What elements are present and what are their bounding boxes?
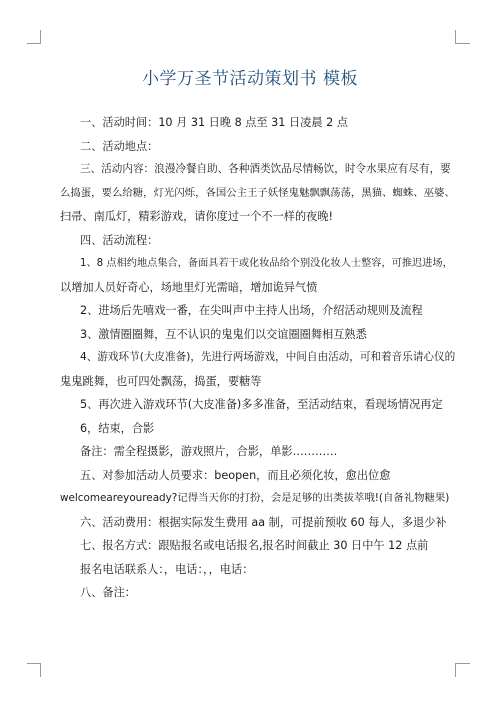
line-step-1: 1、8 点相约地点集合，备面具若干或化妆品给个别没化妆人士整容，可推迟进场， [80, 258, 453, 269]
line-activity-content: 三、活动内容：浪漫冷餐自助、各种酒类饮品尽情畅饮，时令水果应有尽有，要 [80, 163, 451, 175]
line-step-1-cont: 以增加人员好奇心，场地里灯光需暗，增加诡异气愤 [60, 280, 318, 294]
line-activity-process: 四、活动流程： [80, 233, 159, 247]
line-registration-contact: 报名电话联系人：，电话：，，电话： [80, 562, 254, 576]
line-step-5: 5、再次进入游戏环节(大皮准备)多多准备，至活动结束，看现场情况再定 [80, 398, 443, 411]
line-activity-content-cont-1: 么捣蛋，要么给糖，灯光闪烁，各国公主王子妖怪鬼魅飘飘荡荡，黑猫、蜘蛛、巫婆、 [60, 186, 455, 199]
line-participant-requirements-cont: welcomeareyouready?记得当天你的打扮，会是足够的出类拔萃哦!(自备礼物糖果) [60, 492, 450, 504]
line-activity-time: 一、活动时间：10 月 31 日晚 8 点至 31 日凌晨 2 点 [80, 116, 348, 129]
line-step-2: 2、进场后先嘻戏一番，在尖叫声中主持人出场，介绍活动规则及流程 [80, 304, 423, 317]
line-activity-content-cont-2: 扫帚、南瓜灯，精彩游戏，请你度过一个不一样的夜晚! [60, 210, 333, 223]
document-body [60, 111, 456, 605]
line-participant-requirements: 五、对参加活动人员要求：beopen，而且必须化妆，愈出位愈 [80, 468, 391, 482]
line-step-4: 4、游戏环节(大皮准备)，先进行两场游戏，中间自由活动，可和着音乐请心仪的 [80, 351, 456, 363]
document-title: 小学万圣节活动策划书 模板 [142, 69, 358, 89]
line-step-6: 6，结束，合影 [80, 421, 155, 435]
line-note: 备注：需全程摄影，游戏照片，合影，单影………… [80, 445, 338, 458]
line-step-4-cont: 鬼鬼跳舞，也可四处飘荡，捣蛋，要糖等 [60, 374, 262, 388]
line-remarks: 八、备注： [80, 586, 136, 599]
line-activity-location: 二、活动地点： [80, 139, 159, 153]
line-activity-cost: 六、活动费用：根据实际发生费用 aa 制，可提前预收 60 每人，多退少补 [80, 515, 447, 529]
line-registration-method: 七、报名方式：跟贴报名或电话报名,报名时间截止 30 日中午 12 点前 [80, 539, 429, 552]
line-step-3: 3、激情圈圈舞，互不认识的鬼鬼们以交谊圈圈舞相互熟悉 [80, 327, 367, 341]
